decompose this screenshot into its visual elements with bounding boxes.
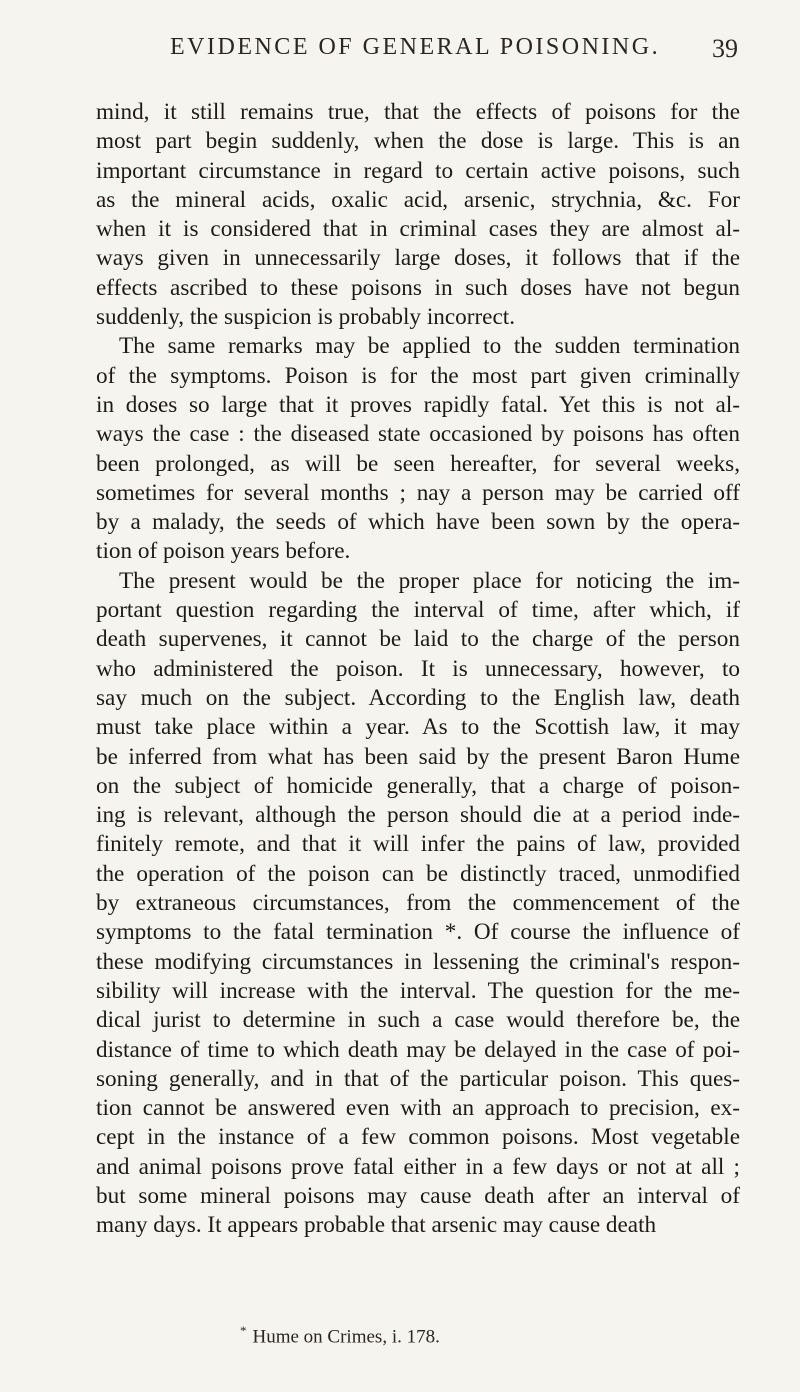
text-line: as the mineral acids, oxalic acid, arsenic, strychnia, &c. For — [96, 186, 740, 213]
text-line: when it is considered that in criminal cases they are almost al- — [96, 216, 740, 243]
text-line: sometimes for several months ; nay a person may be carried off — [96, 479, 740, 506]
text-line: most part begin suddenly, when the dose is large. This is an — [96, 128, 740, 155]
text-line: The present would be the proper place for noticing the im- — [119, 567, 740, 594]
footnote-text: Hume on Crimes, i. 178. — [252, 1326, 440, 1348]
text-line: important circumstance in regard to certain active poisons, such — [96, 157, 740, 184]
text-line: cept in the instance of a few common poisons. Most vegetable — [96, 1124, 740, 1151]
footnote — [240, 1323, 440, 1348]
text-line: and animal poisons prove fatal either in a few days or not at all ; — [96, 1153, 740, 1180]
text-line: dical jurist to determine in such a case would therefore be, the — [96, 1007, 740, 1034]
text-line: symptoms to the fatal termination *. Of course the influence of — [96, 919, 740, 946]
text-line: portant question regarding the interval of time, after which, if — [96, 597, 740, 624]
text-line: sibility will increase with the interval. The question for the me- — [96, 977, 740, 1004]
text-line: finitely remote, and that it will infer the pains of law, provided — [96, 831, 740, 858]
text-line: death supervenes, it cannot be laid to the charge of the person — [96, 626, 740, 653]
text-line: by a malady, the seeds of which have been sown by the opera- — [96, 509, 740, 536]
text-line: soning generally, and in that of the particular poison. This ques- — [96, 1065, 740, 1092]
text-line: be inferred from what has been said by the present Baron Hume — [96, 743, 740, 770]
text-line: of the symptoms. Poison is for the most part given criminally — [96, 362, 740, 389]
text-line: suddenly, the suspicion is probably incorrect. — [96, 304, 516, 331]
text-line: the operation of the poison can be distinctly traced, unmodified — [96, 860, 740, 887]
text-line: effects ascribed to these poisons in such doses have not begun — [96, 274, 740, 301]
running-title: EVIDENCE OF GENERAL POISONING. — [170, 34, 661, 60]
text-line: ing is relevant, although the person should die at a period inde- — [96, 802, 740, 829]
text-line: on the subject of homicide generally, that a charge of poison- — [96, 772, 740, 799]
text-line: tion cannot be answered even with an approach to precision, ex- — [96, 1095, 740, 1122]
text-line: distance of time to which death may be delayed in the case of poi- — [96, 1036, 740, 1063]
running-head — [96, 34, 738, 70]
text-line: tion of poison years before. — [96, 538, 351, 565]
text-line: by extraneous circumstances, from the commencement of the — [96, 890, 740, 917]
body-text — [96, 98, 740, 1241]
footnote-mark: * — [240, 1323, 247, 1338]
text-line: ways given in unnecessarily large doses, it follows that if the — [96, 245, 740, 272]
text-line: these modifying circumstances in lessening the criminal's respon- — [96, 948, 740, 975]
text-line: say much on the subject. According to the English law, death — [96, 684, 740, 711]
text-line: ways the case : the diseased state occasioned by poisons has often — [96, 421, 740, 448]
text-line: mind, it still remains true, that the effects of poisons for the — [96, 99, 740, 125]
text-line: The same remarks may be applied to the sudden termination — [119, 333, 740, 360]
text-line: who administered the poison. It is unnecessary, however, to — [96, 655, 740, 682]
text-line: must take place within a year. As to the Scottish law, it may — [96, 714, 740, 741]
text-line: many days. It appears probable that arsenic may cause death — [96, 1212, 657, 1239]
text-line: been prolonged, as will be seen hereafter, for several weeks, — [96, 450, 740, 477]
page-number: 39 — [712, 34, 738, 63]
text-line: in doses so large that it proves rapidly fatal. Yet this is not al- — [96, 391, 740, 418]
text-line: but some mineral poisons may cause death after an interval of — [96, 1182, 740, 1209]
